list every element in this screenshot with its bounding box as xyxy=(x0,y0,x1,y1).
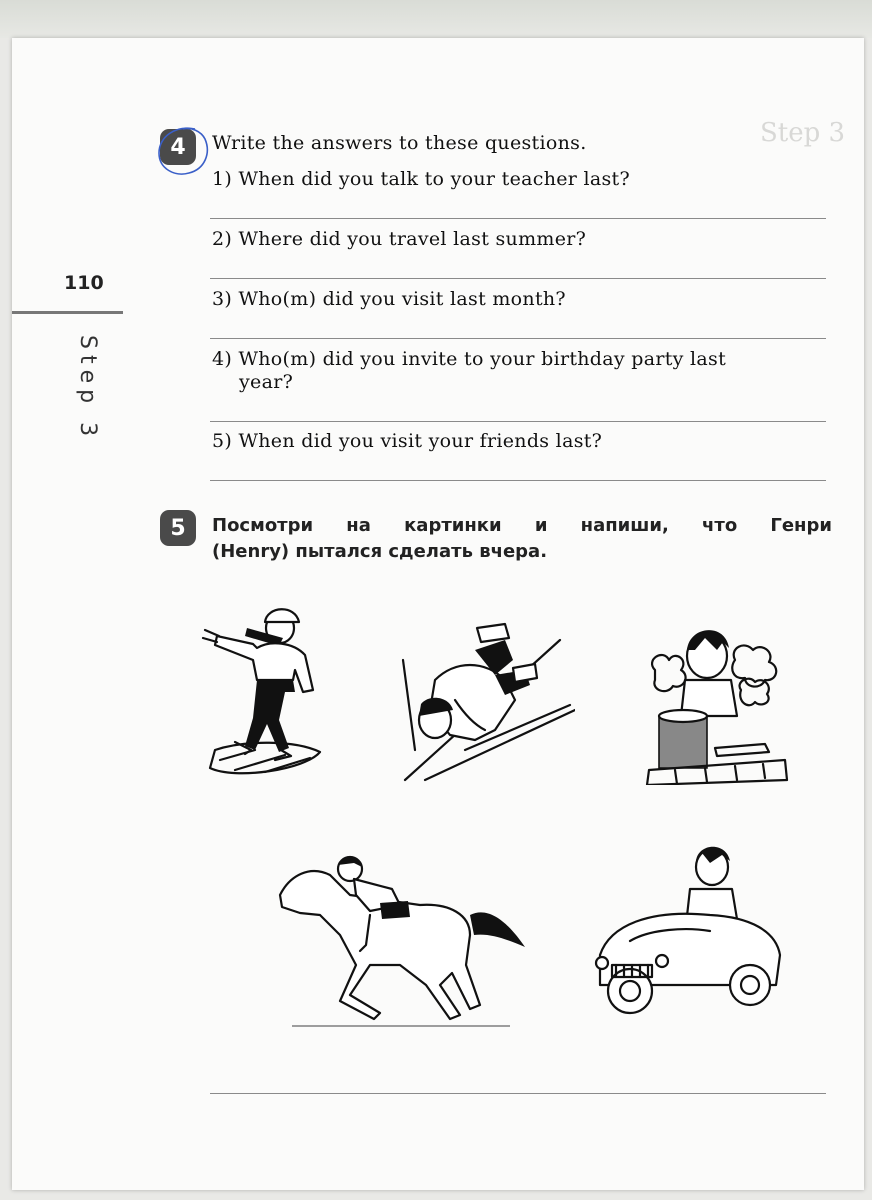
skiing-boy-picture xyxy=(395,620,575,785)
question-5: 5) When did you visit your friends last? xyxy=(212,430,603,452)
page-number-rule xyxy=(12,311,123,314)
task-5-instruction-line-1: Посмотри на картинки и напиши, что Генри xyxy=(212,515,832,536)
question-4-continued: year? xyxy=(239,371,294,393)
task-4-heading: Write the answers to these questions. xyxy=(212,132,587,154)
task-4-badge: 4 xyxy=(160,129,196,165)
page-top-edge xyxy=(0,0,872,38)
page-number: 110 xyxy=(64,272,104,294)
task-5-badge: 5 xyxy=(160,510,196,546)
bleed-through-text: Step 3 xyxy=(760,118,846,148)
answer-line-task-5[interactable] xyxy=(210,1093,826,1094)
answer-line-4[interactable] xyxy=(210,421,826,422)
skating-boy-picture xyxy=(195,600,330,785)
cooking-boy-picture xyxy=(645,620,790,785)
task-5-instruction xyxy=(212,513,832,565)
answer-line-1[interactable] xyxy=(210,218,826,219)
answer-line-2[interactable] xyxy=(210,278,826,279)
question-1: 1) When did you talk to your teacher last? xyxy=(212,168,630,190)
step-side-label: Step 3 xyxy=(75,335,100,443)
horse-riding-boy-picture xyxy=(270,855,530,1035)
question-4: 4) Who(m) did you invite to your birthday party last xyxy=(212,348,727,370)
answer-line-5[interactable] xyxy=(210,480,826,481)
answer-line-3[interactable] xyxy=(210,338,826,339)
question-3: 3) Who(m) did you visit last month? xyxy=(212,288,566,310)
question-2: 2) Where did you travel last summer? xyxy=(212,228,587,250)
handwritten-circle-mark xyxy=(155,123,213,179)
driving-car-boy-picture xyxy=(590,845,785,1020)
task-5-instruction-line-2: (Henry) пытался сделать вчера. xyxy=(212,541,548,562)
